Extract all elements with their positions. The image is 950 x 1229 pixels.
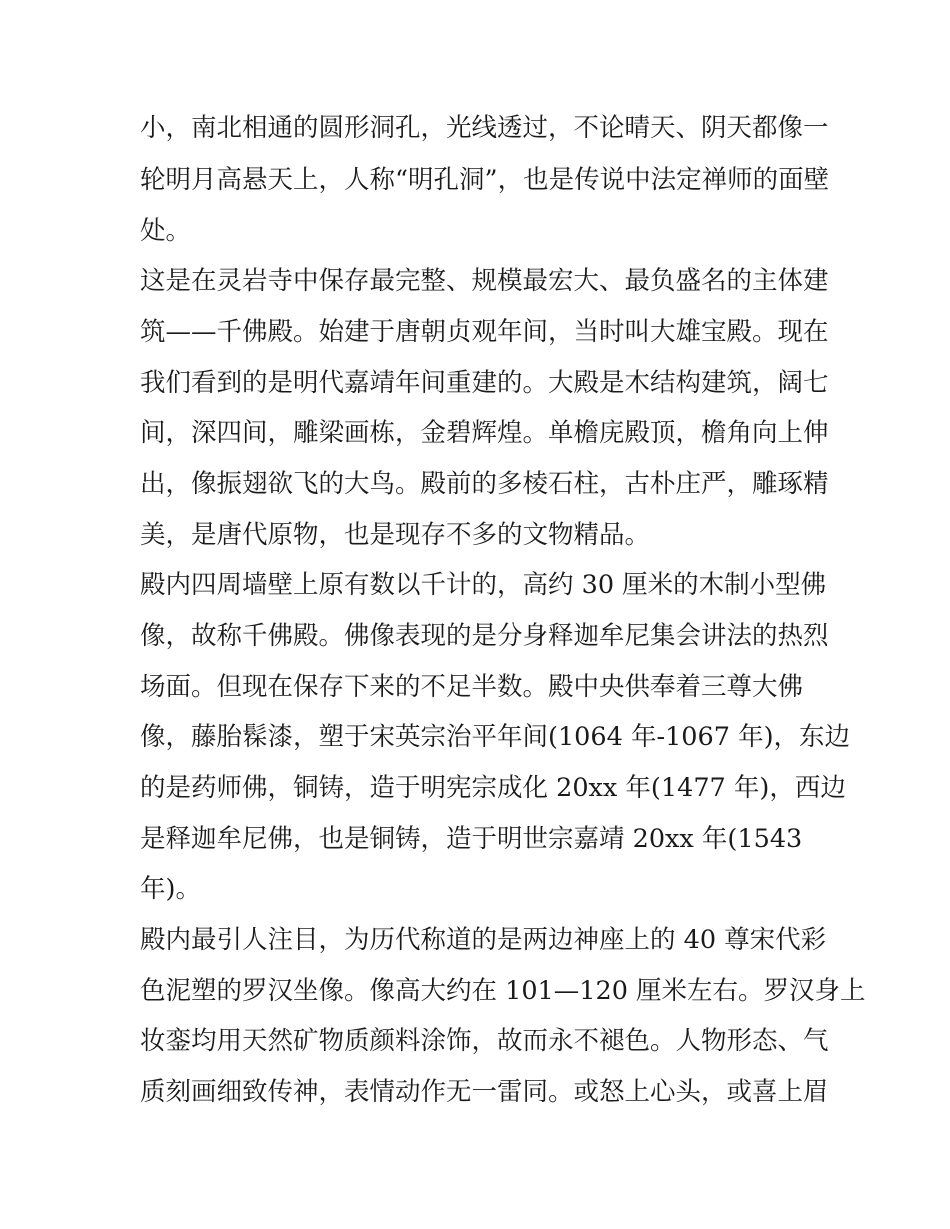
text-line: 质刻画细致传神，表情动作无一雷同。或怒上心头，或喜上眉 <box>140 1077 829 1107</box>
text-line: 殿内四周墙壁上原有数以千计的，高约 30 厘米的木制小型佛 <box>140 570 827 600</box>
text-line: 小，南北相通的圆形洞孔，光线透过，不论晴天、阴天都像一 <box>140 113 829 143</box>
text-line: 殿内最引人注目，为历代称道的是两边神座上的 40 尊宋代彩 <box>140 925 827 955</box>
text-line: 筑——千佛殿。始建于唐朝贞观年间，当时叫大雄宝殿。现在 <box>140 317 829 347</box>
text-line: 像，藤胎髹漆，塑于宋英宗治平年间(1064 年-1067 年)，东边 <box>140 722 851 752</box>
text-line: 场面。但现在保存下来的不足半数。殿中央供奉着三尊大佛 <box>140 672 804 702</box>
text-line: 年)。 <box>140 874 201 904</box>
text-line: 出，像振翅欲飞的大鸟。殿前的多棱石柱，古朴庄严，雕琢精 <box>140 469 829 499</box>
text-line: 我们看到的是明代嘉靖年间重建的。大殿是木结构建筑，阔七 <box>140 368 829 398</box>
text-line: 是释迦牟尼佛，也是铜铸，造于明世宗嘉靖 20xx 年(1543 <box>140 824 803 854</box>
text-line: 间，深四间，雕梁画栋，金碧辉煌。单檐庑殿顶，檐角向上伸 <box>140 418 829 448</box>
text-line: 处。 <box>140 216 192 246</box>
text-line: 轮明月高悬天上，人称“明孔洞”，也是传说中法定禅师的面壁 <box>140 165 830 195</box>
text-line: 的是药师佛，铜铸，造于明宪宗成化 20xx 年(1477 年)，西边 <box>140 773 846 803</box>
text-line: 妆銮均用天然矿物质颜料涂饰，故而永不褪色。人物形态、气 <box>140 1026 829 1056</box>
text-line: 色泥塑的罗汉坐像。像高大约在 101—120 厘米左右。罗汉身上 <box>140 976 866 1006</box>
text-line: 像，故称千佛殿。佛像表现的是分身释迦牟尼集会讲法的热烈 <box>140 621 829 651</box>
text-line: 这是在灵岩寺中保存最完整、规模最宏大、最负盛名的主体建 <box>140 266 829 296</box>
text-line: 美，是唐代原物，也是现存不多的文物精品。 <box>140 520 651 550</box>
